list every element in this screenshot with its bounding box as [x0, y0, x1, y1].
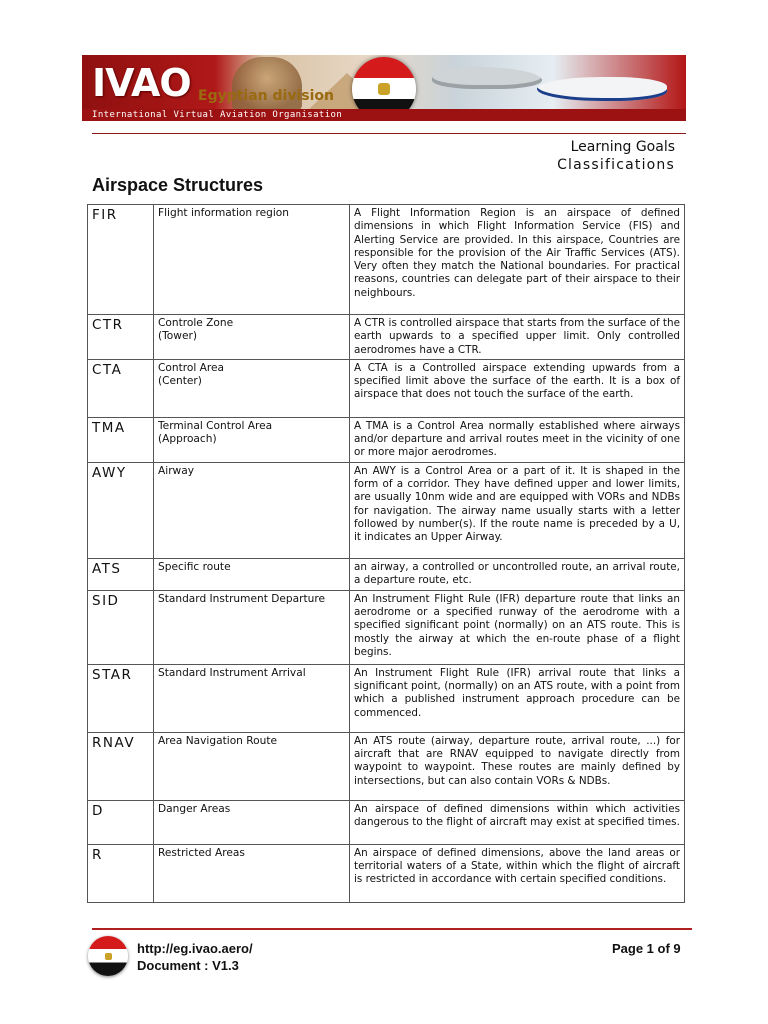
table-row [88, 664, 685, 732]
header-divider [92, 133, 686, 134]
row-name: Airway [154, 462, 350, 558]
table-row [88, 205, 685, 315]
table-row [88, 800, 685, 844]
row-name: Terminal Control Area (Approach) [154, 417, 350, 462]
egypt-emblem-icon [88, 936, 128, 976]
row-desc: An airspace of defined dimensions within which activities dangerous to the flight of aircraft may exist at specified times. [350, 800, 685, 844]
table-row [88, 590, 685, 664]
table-row [88, 417, 685, 462]
row-name: Controle Zone (Tower) [154, 315, 350, 360]
row-name: Restricted Areas [154, 844, 350, 902]
row-abbr: RNAV [88, 732, 154, 800]
row-name: Danger Areas [154, 800, 350, 844]
row-desc: A TMA is a Control Area normally established where airways and/or departure and arrival routes meet in the vicinity of one or more major aerodromes. [350, 417, 685, 462]
ivao-logo: IVAO [92, 61, 191, 105]
row-abbr: D [88, 800, 154, 844]
table-row [88, 732, 685, 800]
airliner-image [537, 77, 667, 101]
row-abbr: ATS [88, 558, 154, 590]
footer-page-number: Page 1 of 9 [612, 941, 681, 956]
table-row [88, 558, 685, 590]
table-row [88, 844, 685, 902]
row-abbr: STAR [88, 664, 154, 732]
table-row [88, 359, 685, 417]
row-abbr: AWY [88, 462, 154, 558]
footer-document-version: Document : V1.3 [137, 958, 239, 973]
row-abbr: FIR [88, 205, 154, 315]
row-desc: An AWY is a Control Area or a part of it. It is shaped in the form of a corridor. They have defined upper and lower limits, are usually 10nm wide and are equipped with VORs and NDBs for navigation. The airway name usually starts with a letter followed by number(s). If the route name is preceded by a U, it indicates an Upper Airway. [350, 462, 685, 558]
row-desc: An airspace of defined dimensions, above the land areas or territorial waters of a State, within which the flight of aircraft is restricted in accordance with certain specified conditions. [350, 844, 685, 902]
page-title: Airspace Structures [92, 175, 264, 195]
row-abbr: CTR [88, 315, 154, 360]
row-abbr: R [88, 844, 154, 902]
header-learning-goals: Learning Goals [570, 139, 675, 155]
airspace-table [87, 204, 685, 903]
table-row [88, 315, 685, 360]
row-desc: An ATS route (airway, departure route, arrival route, ...) for aircraft that are RNAV equipped to navigate directly from waypoint to waypoint. These routes are mainly defined by intersections, but can also contain VORs & NDBs. [350, 732, 685, 800]
header-classifications: Classifications [557, 157, 675, 173]
footer-divider [92, 928, 692, 930]
row-name: Standard Instrument Departure [154, 590, 350, 664]
table-row [88, 462, 685, 558]
division-label: Egyptian division [198, 88, 334, 104]
row-abbr: SID [88, 590, 154, 664]
row-name: Specific route [154, 558, 350, 590]
row-name: Control Area (Center) [154, 359, 350, 417]
row-desc: An Instrument Flight Rule (IFR) departure route that links an aerodrome or a specified runway of the aerodrome with a specified significant point (normally) on an ATS route. This is mostly the airway at which the en-route phase of a flight begins. [350, 590, 685, 664]
military-plane-image [432, 67, 542, 89]
row-desc: A CTA is a Controlled airspace extending upwards from a specified limit above the surface of the earth. It is a box of airspace that does not touch the surface of the earth. [350, 359, 685, 417]
row-name: Area Navigation Route [154, 732, 350, 800]
row-abbr: TMA [88, 417, 154, 462]
row-desc: an airway, a controlled or uncontrolled route, an arrival route, a departure route, etc. [350, 558, 685, 590]
footer-url-link[interactable]: http://eg.ivao.aero/ [137, 941, 253, 956]
row-abbr: CTA [88, 359, 154, 417]
row-desc: A Flight Information Region is an airspace of defined dimensions in which Flight Information Service (FIS) and Alerting Service are provided. In this airspace, Countries are responsible for the provision of the Air Traffic Services (ATS). Very often they match the National boundaries. For practical reasons, countries can delegate part of their airspace to their neighbours. [350, 205, 685, 315]
organisation-subtitle: International Virtual Aviation Organisation [92, 110, 343, 120]
row-name: Flight information region [154, 205, 350, 315]
header-banner [82, 55, 686, 121]
row-desc: An Instrument Flight Rule (IFR) arrival route that links a significant point, (normally) on an ATS route, with a point from which a published instrument approach procedure can be commenced. [350, 664, 685, 732]
row-desc: A CTR is controlled airspace that starts from the surface of the earth upwards to a specified upper limit. Only controlled aerodromes have a CTR. [350, 315, 685, 360]
row-name: Standard Instrument Arrival [154, 664, 350, 732]
